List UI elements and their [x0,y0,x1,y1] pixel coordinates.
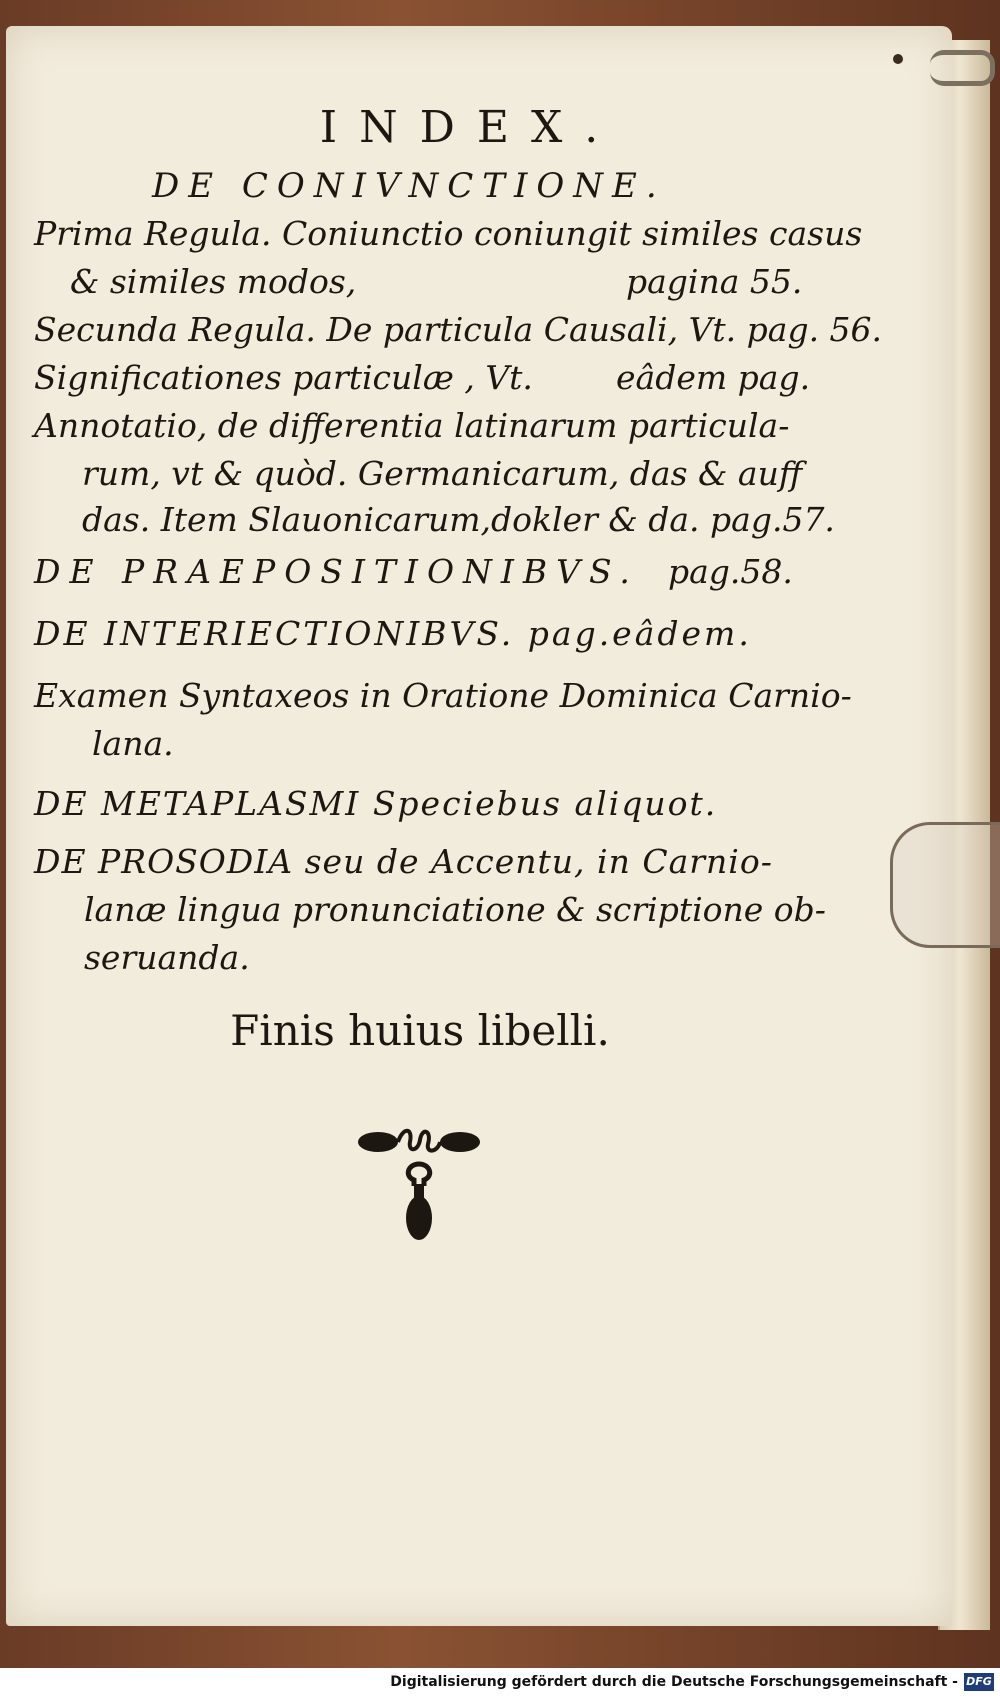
index-line-4: Significationes particulæ , Vt. [34,358,533,397]
index-line-4-page: eâdem pag. [616,358,811,397]
section-heading-metaplasm: DE METAPLASMI Speciebus aliquot. [34,784,718,823]
binding-pin [893,54,903,64]
index-line-2-page: pagina 55. [626,262,803,301]
index-line-5: Annotatio, de differentia latinarum particula- [34,406,790,445]
section-prepositions-page: pag.58. [668,552,793,591]
index-line-11: lana. [92,724,174,763]
index-line-7: das. Item Slauonicarum,dokler & da. pag.57. [82,500,835,539]
index-line-15: seruanda. [84,938,250,977]
section-heading-prepositions: DE PRAEPOSITIONIBVS. [34,552,639,591]
clasp-strap [890,822,1000,948]
section-heading-prosody: DE PROSODIA seu de Accentu, in Carnio- [34,842,773,881]
index-line-3: Secunda Regula. De particula Causali, Vt. pag. 56. [34,310,883,349]
index-line-1: Prima Regula. Coniunctio coniungit similes casus [34,214,863,253]
page-title: INDEX. [319,102,621,153]
index-line-2: & similes modos, [70,262,357,301]
colophon-text: Finis huius libelli. [230,1006,610,1055]
section-heading-conjunction: DE CONIVNCTIONE. [152,166,666,206]
clasp-hook [930,50,995,86]
index-line-6: rum, vt & quòd. Germanicarum, das & auff [82,454,803,493]
index-line-10: Examen Syntaxeos in Oratione Dominica Carnio- [34,676,852,715]
footer-credit: Digitalisierung gefördert durch die Deutsche Forschungsgemeinschaft - [390,1674,958,1690]
fleuron-ornament-icon [348,1122,490,1244]
dfg-logo: DFG [964,1673,994,1691]
footer-bar [0,1668,1000,1698]
section-heading-interjections: DE INTERIECTIONIBVS. pag.eâdem. [34,614,752,653]
index-line-14: lanæ lingua pronunciatione & scriptione ob- [84,890,826,929]
